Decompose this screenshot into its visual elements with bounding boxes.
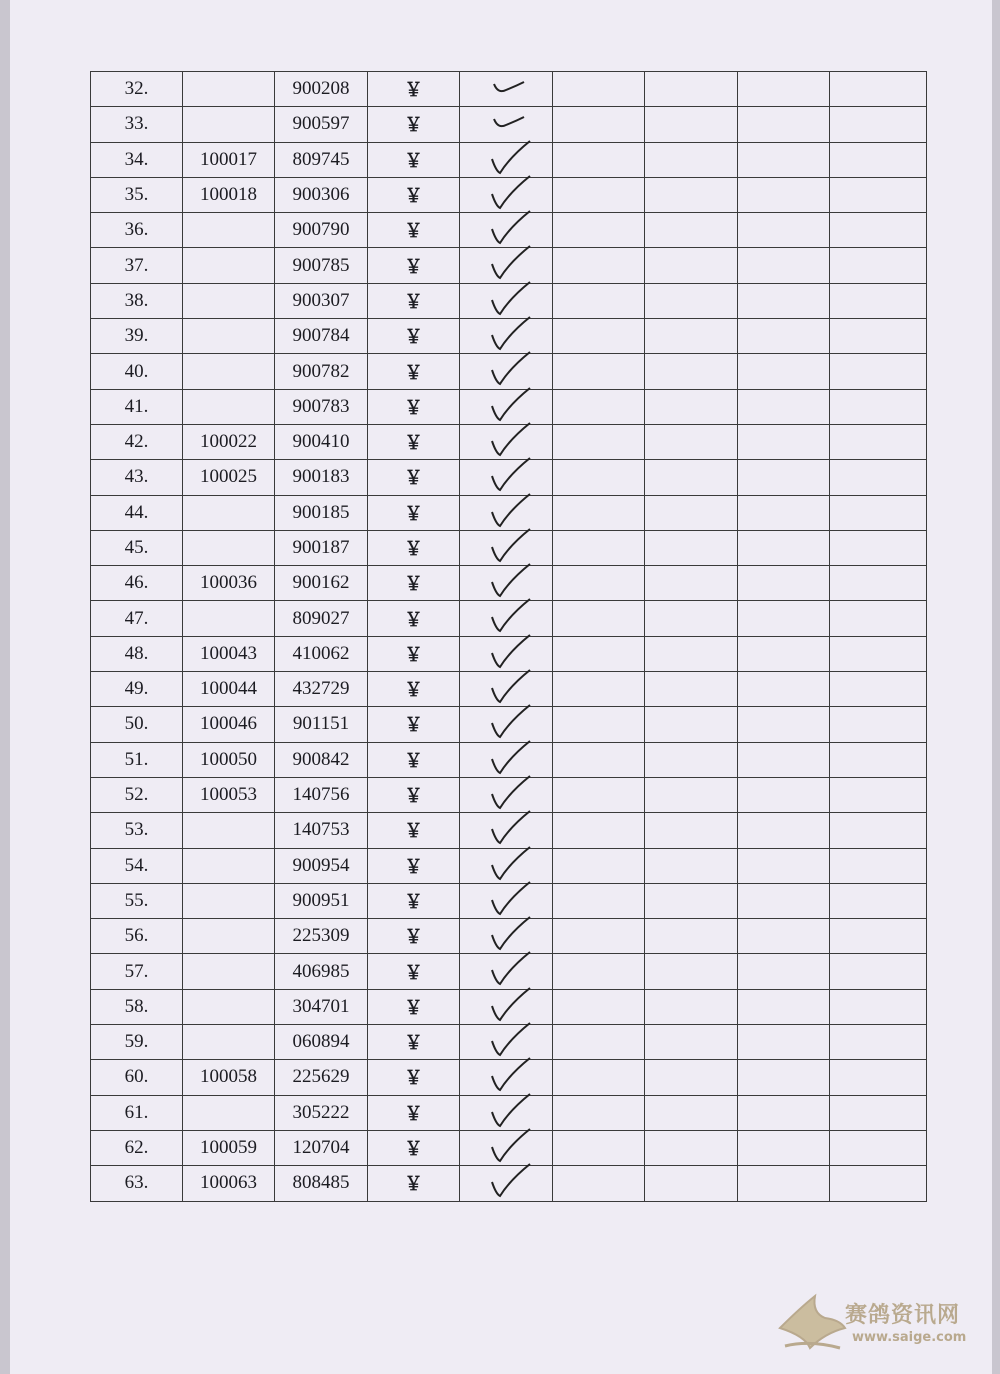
row-number: 56. xyxy=(91,919,183,954)
ring-number xyxy=(183,1095,275,1130)
code-number: 410062 xyxy=(275,636,368,671)
code-number: 809745 xyxy=(275,142,368,177)
code-number: 900954 xyxy=(275,848,368,883)
empty-cell xyxy=(830,813,927,848)
empty-cell xyxy=(830,460,927,495)
ring-number: 100058 xyxy=(183,1060,275,1095)
currency-mark: ￥ xyxy=(368,72,460,107)
empty-cell xyxy=(830,213,927,248)
ring-number xyxy=(183,530,275,565)
ring-number: 100036 xyxy=(183,566,275,601)
ring-number: 100059 xyxy=(183,1130,275,1165)
row-number: 42. xyxy=(91,424,183,459)
empty-cell xyxy=(645,389,738,424)
ring-number: 100044 xyxy=(183,672,275,707)
empty-cell xyxy=(830,248,927,283)
row-number: 62. xyxy=(91,1130,183,1165)
empty-cell xyxy=(738,742,830,777)
currency-mark: ￥ xyxy=(368,954,460,989)
empty-cell xyxy=(830,742,927,777)
row-number: 44. xyxy=(91,495,183,530)
table-row xyxy=(91,1166,927,1201)
empty-cell xyxy=(738,989,830,1024)
empty-cell xyxy=(553,107,645,142)
currency-mark: ￥ xyxy=(368,354,460,389)
empty-cell xyxy=(645,530,738,565)
empty-cell xyxy=(830,1025,927,1060)
code-number: 900208 xyxy=(275,72,368,107)
empty-cell xyxy=(645,742,738,777)
empty-cell xyxy=(645,319,738,354)
row-number: 46. xyxy=(91,566,183,601)
empty-cell xyxy=(553,248,645,283)
record-table xyxy=(90,71,927,1202)
row-number: 47. xyxy=(91,601,183,636)
empty-cell xyxy=(553,601,645,636)
empty-cell xyxy=(738,672,830,707)
row-number: 60. xyxy=(91,1060,183,1095)
row-number: 54. xyxy=(91,848,183,883)
empty-cell xyxy=(553,213,645,248)
row-number: 38. xyxy=(91,283,183,318)
currency-mark: ￥ xyxy=(368,636,460,671)
empty-cell xyxy=(553,1025,645,1060)
currency-mark: ￥ xyxy=(368,1060,460,1095)
code-number: 140753 xyxy=(275,813,368,848)
code-number: 900185 xyxy=(275,495,368,530)
empty-cell xyxy=(645,248,738,283)
empty-cell xyxy=(645,883,738,918)
currency-mark: ￥ xyxy=(368,142,460,177)
check-mark-icon xyxy=(482,1158,542,1208)
empty-cell xyxy=(738,424,830,459)
row-number: 51. xyxy=(91,742,183,777)
empty-cell xyxy=(645,460,738,495)
empty-cell xyxy=(645,601,738,636)
row-number: 59. xyxy=(91,1025,183,1060)
ring-number xyxy=(183,883,275,918)
empty-cell xyxy=(553,177,645,212)
empty-cell xyxy=(553,813,645,848)
empty-cell xyxy=(830,389,927,424)
currency-mark: ￥ xyxy=(368,601,460,636)
empty-cell xyxy=(553,1166,645,1201)
empty-cell xyxy=(553,1130,645,1165)
empty-cell xyxy=(553,283,645,318)
empty-cell xyxy=(830,777,927,812)
currency-mark: ￥ xyxy=(368,566,460,601)
ring-number xyxy=(183,248,275,283)
ring-number xyxy=(183,283,275,318)
empty-cell xyxy=(738,601,830,636)
currency-mark: ￥ xyxy=(368,460,460,495)
document-sheet xyxy=(10,0,992,1374)
code-number: 900842 xyxy=(275,742,368,777)
row-number: 58. xyxy=(91,989,183,1024)
empty-cell xyxy=(738,777,830,812)
empty-cell xyxy=(645,989,738,1024)
ring-number: 100046 xyxy=(183,707,275,742)
empty-cell xyxy=(738,1166,830,1201)
currency-mark: ￥ xyxy=(368,989,460,1024)
currency-mark: ￥ xyxy=(368,777,460,812)
empty-cell xyxy=(645,777,738,812)
ring-number xyxy=(183,919,275,954)
code-number: 900410 xyxy=(275,424,368,459)
empty-cell xyxy=(738,707,830,742)
empty-cell xyxy=(830,566,927,601)
empty-cell xyxy=(645,813,738,848)
currency-mark: ￥ xyxy=(368,424,460,459)
currency-mark: ￥ xyxy=(368,742,460,777)
pigeon-logo-icon xyxy=(770,1288,850,1358)
empty-cell xyxy=(553,354,645,389)
row-number: 45. xyxy=(91,530,183,565)
empty-cell xyxy=(738,954,830,989)
currency-mark: ￥ xyxy=(368,248,460,283)
code-number: 900306 xyxy=(275,177,368,212)
empty-cell xyxy=(738,636,830,671)
currency-mark: ￥ xyxy=(368,883,460,918)
empty-cell xyxy=(830,601,927,636)
row-number: 37. xyxy=(91,248,183,283)
empty-cell xyxy=(830,1060,927,1095)
currency-mark: ￥ xyxy=(368,848,460,883)
empty-cell xyxy=(830,107,927,142)
empty-cell xyxy=(553,460,645,495)
empty-cell xyxy=(553,319,645,354)
empty-cell xyxy=(645,354,738,389)
watermark-url: www.saige.com xyxy=(852,1330,967,1345)
row-number: 61. xyxy=(91,1095,183,1130)
empty-cell xyxy=(830,954,927,989)
row-number: 49. xyxy=(91,672,183,707)
code-number: 900784 xyxy=(275,319,368,354)
row-number: 48. xyxy=(91,636,183,671)
empty-cell xyxy=(645,1095,738,1130)
ring-number xyxy=(183,72,275,107)
code-number: 304701 xyxy=(275,989,368,1024)
row-number: 39. xyxy=(91,319,183,354)
row-number: 52. xyxy=(91,777,183,812)
empty-cell xyxy=(553,919,645,954)
code-number: 809027 xyxy=(275,601,368,636)
code-number: 225629 xyxy=(275,1060,368,1095)
row-number: 43. xyxy=(91,460,183,495)
currency-mark: ￥ xyxy=(368,213,460,248)
ring-number: 100053 xyxy=(183,777,275,812)
code-number: 900782 xyxy=(275,354,368,389)
empty-cell xyxy=(645,72,738,107)
empty-cell xyxy=(738,248,830,283)
empty-cell xyxy=(645,672,738,707)
empty-cell xyxy=(830,283,927,318)
code-number: 900187 xyxy=(275,530,368,565)
empty-cell xyxy=(738,1095,830,1130)
empty-cell xyxy=(738,213,830,248)
row-number: 57. xyxy=(91,954,183,989)
ring-number: 100025 xyxy=(183,460,275,495)
empty-cell xyxy=(553,389,645,424)
empty-cell xyxy=(830,672,927,707)
empty-cell xyxy=(553,989,645,1024)
currency-mark: ￥ xyxy=(368,107,460,142)
code-number: 808485 xyxy=(275,1166,368,1201)
empty-cell xyxy=(830,848,927,883)
empty-cell xyxy=(553,530,645,565)
currency-mark: ￥ xyxy=(368,813,460,848)
empty-cell xyxy=(738,389,830,424)
empty-cell xyxy=(738,177,830,212)
empty-cell xyxy=(645,919,738,954)
code-number: 900183 xyxy=(275,460,368,495)
empty-cell xyxy=(830,883,927,918)
empty-cell xyxy=(830,636,927,671)
row-number: 36. xyxy=(91,213,183,248)
ring-number: 100017 xyxy=(183,142,275,177)
empty-cell xyxy=(830,177,927,212)
currency-mark: ￥ xyxy=(368,495,460,530)
currency-mark: ￥ xyxy=(368,707,460,742)
empty-cell xyxy=(645,707,738,742)
currency-mark: ￥ xyxy=(368,530,460,565)
empty-cell xyxy=(553,1095,645,1130)
ring-number xyxy=(183,848,275,883)
empty-cell xyxy=(738,142,830,177)
empty-cell xyxy=(738,283,830,318)
code-number: 901151 xyxy=(275,707,368,742)
empty-cell xyxy=(645,1130,738,1165)
code-number: 900597 xyxy=(275,107,368,142)
empty-cell xyxy=(738,1025,830,1060)
empty-cell xyxy=(645,636,738,671)
empty-cell xyxy=(738,1130,830,1165)
currency-mark: ￥ xyxy=(368,1166,460,1201)
empty-cell xyxy=(645,954,738,989)
code-number: 900951 xyxy=(275,883,368,918)
currency-mark: ￥ xyxy=(368,389,460,424)
row-number: 40. xyxy=(91,354,183,389)
empty-cell xyxy=(830,72,927,107)
empty-cell xyxy=(830,919,927,954)
empty-cell xyxy=(738,72,830,107)
empty-cell xyxy=(553,636,645,671)
empty-cell xyxy=(553,672,645,707)
ring-number xyxy=(183,213,275,248)
empty-cell xyxy=(738,813,830,848)
currency-mark: ￥ xyxy=(368,672,460,707)
row-number: 32. xyxy=(91,72,183,107)
row-number: 35. xyxy=(91,177,183,212)
empty-cell xyxy=(645,424,738,459)
empty-cell xyxy=(553,142,645,177)
empty-cell xyxy=(645,177,738,212)
ring-number: 100043 xyxy=(183,636,275,671)
ring-number: 100018 xyxy=(183,177,275,212)
code-number: 406985 xyxy=(275,954,368,989)
empty-cell xyxy=(738,530,830,565)
empty-cell xyxy=(738,107,830,142)
empty-cell xyxy=(645,566,738,601)
ring-number xyxy=(183,601,275,636)
code-number: 225309 xyxy=(275,919,368,954)
code-number: 120704 xyxy=(275,1130,368,1165)
empty-cell xyxy=(830,142,927,177)
empty-cell xyxy=(645,1166,738,1201)
empty-cell xyxy=(830,1166,927,1201)
empty-cell xyxy=(645,848,738,883)
ring-number xyxy=(183,389,275,424)
code-number: 900162 xyxy=(275,566,368,601)
row-number: 50. xyxy=(91,707,183,742)
row-number: 41. xyxy=(91,389,183,424)
empty-cell xyxy=(553,1060,645,1095)
currency-mark: ￥ xyxy=(368,1025,460,1060)
empty-cell xyxy=(738,495,830,530)
empty-cell xyxy=(553,707,645,742)
currency-mark: ￥ xyxy=(368,319,460,354)
ring-number xyxy=(183,989,275,1024)
empty-cell xyxy=(553,72,645,107)
currency-mark: ￥ xyxy=(368,177,460,212)
row-number: 53. xyxy=(91,813,183,848)
record-table-wrap xyxy=(90,71,926,1202)
currency-mark: ￥ xyxy=(368,1095,460,1130)
empty-cell xyxy=(738,919,830,954)
ring-number xyxy=(183,954,275,989)
empty-cell xyxy=(553,883,645,918)
empty-cell xyxy=(645,283,738,318)
empty-cell xyxy=(645,213,738,248)
empty-cell xyxy=(645,142,738,177)
empty-cell xyxy=(553,954,645,989)
ring-number xyxy=(183,319,275,354)
code-number: 305222 xyxy=(275,1095,368,1130)
code-number: 900785 xyxy=(275,248,368,283)
empty-cell xyxy=(553,848,645,883)
empty-cell xyxy=(738,460,830,495)
code-number: 140756 xyxy=(275,777,368,812)
code-number: 060894 xyxy=(275,1025,368,1060)
empty-cell xyxy=(645,107,738,142)
ring-number xyxy=(183,1025,275,1060)
empty-cell xyxy=(645,1060,738,1095)
row-number: 33. xyxy=(91,107,183,142)
empty-cell xyxy=(830,1095,927,1130)
watermark-name: 赛鸽资讯网 xyxy=(845,1303,961,1328)
empty-cell xyxy=(645,1025,738,1060)
code-number: 900783 xyxy=(275,389,368,424)
empty-cell xyxy=(830,530,927,565)
empty-cell xyxy=(830,424,927,459)
empty-cell xyxy=(553,742,645,777)
row-number: 63. xyxy=(91,1166,183,1201)
code-number: 900307 xyxy=(275,283,368,318)
currency-mark: ￥ xyxy=(368,283,460,318)
empty-cell xyxy=(553,566,645,601)
code-number: 900790 xyxy=(275,213,368,248)
ring-number xyxy=(183,354,275,389)
empty-cell xyxy=(738,1060,830,1095)
site-watermark xyxy=(770,1288,990,1358)
record-table-body xyxy=(91,72,927,1202)
empty-cell xyxy=(738,566,830,601)
code-number: 432729 xyxy=(275,672,368,707)
row-number: 55. xyxy=(91,883,183,918)
currency-mark: ￥ xyxy=(368,1130,460,1165)
empty-cell xyxy=(830,495,927,530)
ring-number: 100022 xyxy=(183,424,275,459)
empty-cell xyxy=(553,495,645,530)
empty-cell xyxy=(830,1130,927,1165)
check-cell xyxy=(460,1166,553,1201)
empty-cell xyxy=(738,319,830,354)
empty-cell xyxy=(738,354,830,389)
empty-cell xyxy=(645,495,738,530)
empty-cell xyxy=(830,319,927,354)
row-number: 34. xyxy=(91,142,183,177)
ring-number xyxy=(183,495,275,530)
empty-cell xyxy=(738,848,830,883)
empty-cell xyxy=(738,883,830,918)
ring-number xyxy=(183,813,275,848)
empty-cell xyxy=(830,707,927,742)
empty-cell xyxy=(553,777,645,812)
currency-mark: ￥ xyxy=(368,919,460,954)
empty-cell xyxy=(553,424,645,459)
ring-number: 100063 xyxy=(183,1166,275,1201)
ring-number xyxy=(183,107,275,142)
ring-number: 100050 xyxy=(183,742,275,777)
empty-cell xyxy=(830,989,927,1024)
empty-cell xyxy=(830,354,927,389)
